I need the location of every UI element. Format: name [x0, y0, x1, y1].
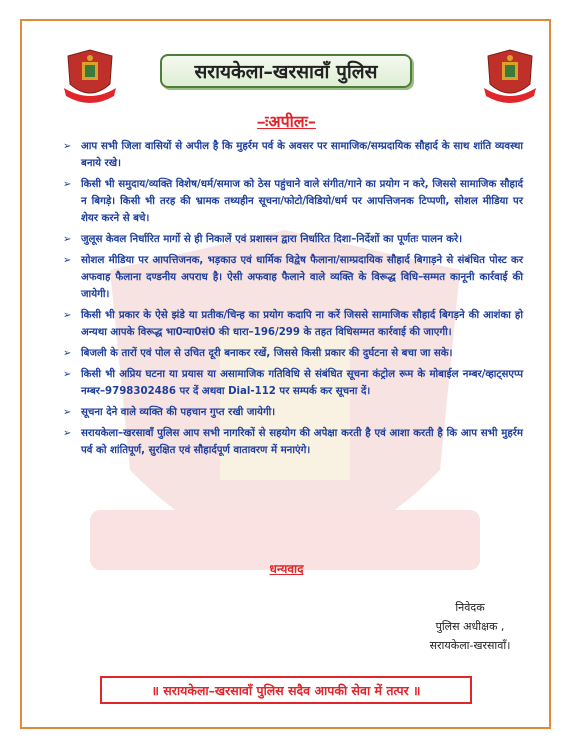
signature-line-2: पुलिस अधीक्षक ,	[435, 620, 505, 633]
list-item-text: किसी भी अप्रिय घटना या प्रयास या असामाजिक गतिविधि से संबंधित सूचना कंट्रोल रूम के मोबाईल नम्बर/व्हाट्सएप्प नम्बर–9798302486 पर दें अथवा Dial-112 पर सम्पर्क कर सूचना दें।	[81, 369, 523, 397]
list-item	[63, 231, 523, 248]
jharkhand-police-logo-icon	[480, 44, 540, 108]
thanks-text: धन्यवाद	[269, 562, 304, 576]
list-item-text: सरायकेला–खरसावाँ पुलिस आप सभी नागरिकों से सहयोग की अपेक्षा करती है एवं आशा करती है कि आप सभी मुहर्रम पर्व को शांतिपूर्ण, सुरक्षित एवं सौहार्दपूर्ण वातावरण में मनाएंगे।	[81, 428, 523, 456]
arrow-bullet-icon: ➢	[63, 255, 72, 266]
list-item-text: किसी भी समुदाय/व्यक्ति विशेष/धर्म/समाज को ठेस पहुंचाने वाले संगीत/गाने का प्रयोग न करे, जिससे सामाजिक सौहार्द न बिगड़े। किसी भी तरह की भ्रामक तथ्यहीन सूचना/फोटो/विडियो/धर्म पर आपत्तिजनक टिप्पणी, सोशल मीडिया पर शेयर करने से बचे।	[81, 179, 523, 224]
list-item	[63, 345, 523, 362]
list-item	[63, 366, 523, 400]
page-title: सरायकेला–खरसावाँ पुलिस	[160, 54, 412, 88]
signature-line-3: सरायकेला-खरसावाँ।	[429, 639, 511, 652]
arrow-bullet-icon: ➢	[63, 428, 72, 439]
appeal-list	[63, 138, 523, 463]
list-item	[63, 425, 523, 459]
arrow-bullet-icon: ➢	[63, 310, 72, 321]
footer-motto: ॥ सरायकेला–खरसावाँ पुलिस सदैव आपकी सेवा में तत्पर ॥	[100, 676, 472, 704]
arrow-bullet-icon: ➢	[63, 141, 72, 152]
arrow-bullet-icon: ➢	[63, 234, 72, 245]
list-item-text: सूचना देने वाले व्यक्ति की पहचान गुप्त रखी जायेगी।	[81, 407, 276, 418]
list-item	[63, 252, 523, 303]
arrow-bullet-icon: ➢	[63, 348, 72, 359]
list-item-text: किसी भी प्रकार के ऐसे झंडे या प्रतीक/चिन्ह का प्रयोग कदापि ना करें जिससे सामाजिक सौहार्द बिगड़ने की आशंका हो अन्यथा आपके विरूद्ध भा0न्या0सं0 की धारा–196/299 के तहत विधिसम्मत कार्रवाई की जाएगी।	[81, 310, 523, 338]
list-item-text: जुलूस केवल निर्धारित मार्गो से ही निकालें एवं प्रशासन द्वारा निर्धारित दिशा–निर्देशों का पूर्णतः पालन करे।	[81, 234, 463, 245]
list-item-text: बिजली के तारों एवं पोल से उचित दूरी बनाकर रखें, जिससे किसी प्रकार की दुर्घटना से बचा जा सके।	[81, 348, 453, 359]
appeal-heading	[0, 110, 573, 132]
list-item	[63, 138, 523, 172]
signature-block	[405, 598, 535, 655]
signature-line-1: निवेदक	[455, 601, 485, 614]
list-item-text: सोशल मीडिया पर आपत्तिजनक, भड़काउ एवं धार्मिक विद्वेष फैलाना/साम्प्रदायिक सौहार्द बिगाड़ने से संबंधित पोस्ट कर अफवाह फैलाना दण्डनीय अपराध है। ऐसी अफवाह फैलाने वाले व्यक्ति के विरूद्ध विधि–सम्मत कानूनी कार्रवाई की जायेगी।	[81, 255, 523, 300]
appeal-heading-text: –ःअपीलः–	[257, 112, 316, 131]
list-item	[63, 307, 523, 341]
arrow-bullet-icon: ➢	[63, 407, 72, 418]
list-item	[63, 176, 523, 227]
jharkhand-police-logo-icon	[60, 44, 120, 108]
list-item-text: आप सभी जिला वासियों से अपील है कि मुहर्रम पर्व के अवसर पर सामाजिक/सम्प्रदायिक सौहार्द के साथ शांति व्यवस्था बनाये रखे।	[81, 141, 523, 169]
arrow-bullet-icon: ➢	[63, 369, 72, 380]
arrow-bullet-icon: ➢	[63, 179, 72, 190]
list-item	[63, 404, 523, 421]
